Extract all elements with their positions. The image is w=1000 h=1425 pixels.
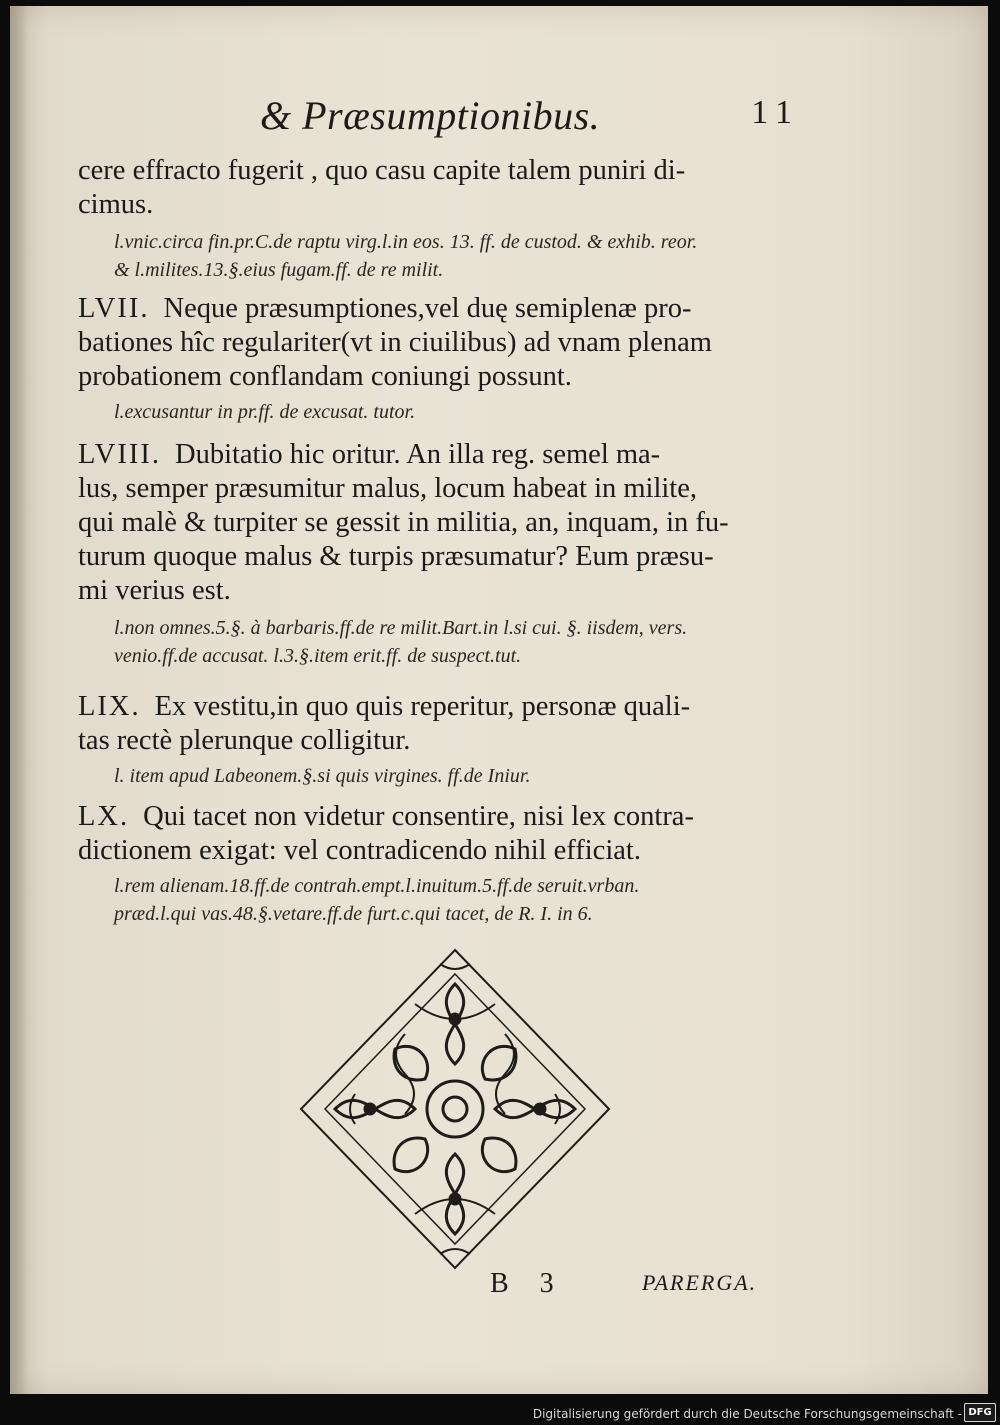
credit-text: Digitalisierung gefördert durch die Deutsche Forschungsgemeinschaft -: [532, 1407, 962, 1421]
paragraph-lx: [78, 800, 796, 928]
body-line: probationem conflandam coniungi possunt.: [78, 361, 572, 392]
paragraph-lviii: [78, 438, 796, 670]
page-header: [260, 92, 800, 142]
line-text: Ex vestitu,in quo quis reperitur, personæ quali-: [154, 691, 691, 722]
citation-line: l.non omnes.5.§. à barbaris.ff.de re milit.Bart.in l.si cui. §. iisdem, vers.: [114, 617, 688, 639]
body-line: qui malè & turpiter se gessit in militia, an, inquam, in fu-: [78, 507, 729, 538]
body-line: cimus.: [78, 189, 154, 220]
paragraph-number: LIX.: [78, 691, 141, 722]
body-line: tas rectè plerunque colligitur.: [78, 725, 411, 756]
dfg-logo: DFG: [964, 1403, 996, 1422]
line-text: Qui tacet non videtur consentire, nisi lex contra-: [143, 801, 694, 832]
paragraph-continuation: [78, 154, 796, 284]
citation-line: l.excusantur in pr.ff. de excusat. tutor.: [114, 401, 416, 423]
signature-mark: B 3: [490, 1268, 566, 1299]
paragraph-number: LVIII.: [78, 439, 161, 470]
paragraph-number: LX.: [78, 801, 130, 832]
running-head: & Præsumptionibus.: [260, 93, 601, 138]
citation-line: l.rem alienam.18.ff.de contrah.empt.l.inuitum.5.ff.de seruit.vrban.: [114, 875, 640, 897]
page-number: 11: [751, 94, 800, 131]
paragraph-lix: [78, 690, 796, 790]
book-page: [10, 6, 988, 1394]
paragraph-lvii: [78, 292, 796, 426]
body-line: [78, 292, 796, 326]
decorative-ornament: [295, 944, 615, 1274]
credit-bar: [0, 1394, 1000, 1425]
body-line: turum quoque malus & turpis præsumatur? Eum præsu-: [78, 541, 714, 572]
line-text: Neque præsumptiones,vel duę semiplenæ pro-: [163, 293, 692, 324]
body-line: [78, 800, 796, 834]
citation-line: l. item apud Labeonem.§.si quis virgines. ff.de Iniur.: [114, 765, 531, 787]
body-line: mi verius est.: [78, 575, 231, 606]
body-line: cere effracto fugerit , quo casu capite talem puniri di-: [78, 155, 686, 186]
citation-line: l.vnic.circa fin.pr.C.de raptu virg.l.in eos. 13. ff. de custod. & exhib. reor.: [114, 231, 698, 253]
body-line: [78, 690, 796, 724]
body-line: lus, semper præsumitur malus, locum habeat in milite,: [78, 473, 697, 504]
body-line: bationes hîc regulariter(vt in ciuilibus) ad vnam plenam: [78, 327, 712, 358]
line-text: Dubitatio hic oritur. An illa reg. semel ma-: [174, 439, 661, 470]
citation-line: præd.l.qui vas.48.§.vetare.ff.de furt.c.qui tacet, de R. I. in 6.: [114, 903, 593, 925]
catchword: PARERGA.: [642, 1270, 758, 1295]
citation-line: venio.ff.de accusat. l.3.§.item erit.ff. de suspect.tut.: [114, 645, 522, 667]
body-line: dictionem exigat: vel contradicendo nihil efficiat.: [78, 835, 641, 866]
body-line: [78, 438, 796, 472]
paragraph-number: LVII.: [78, 293, 150, 324]
citation-line: & l.milites.13.§.eius fugam.ff. de re milit.: [114, 259, 444, 281]
